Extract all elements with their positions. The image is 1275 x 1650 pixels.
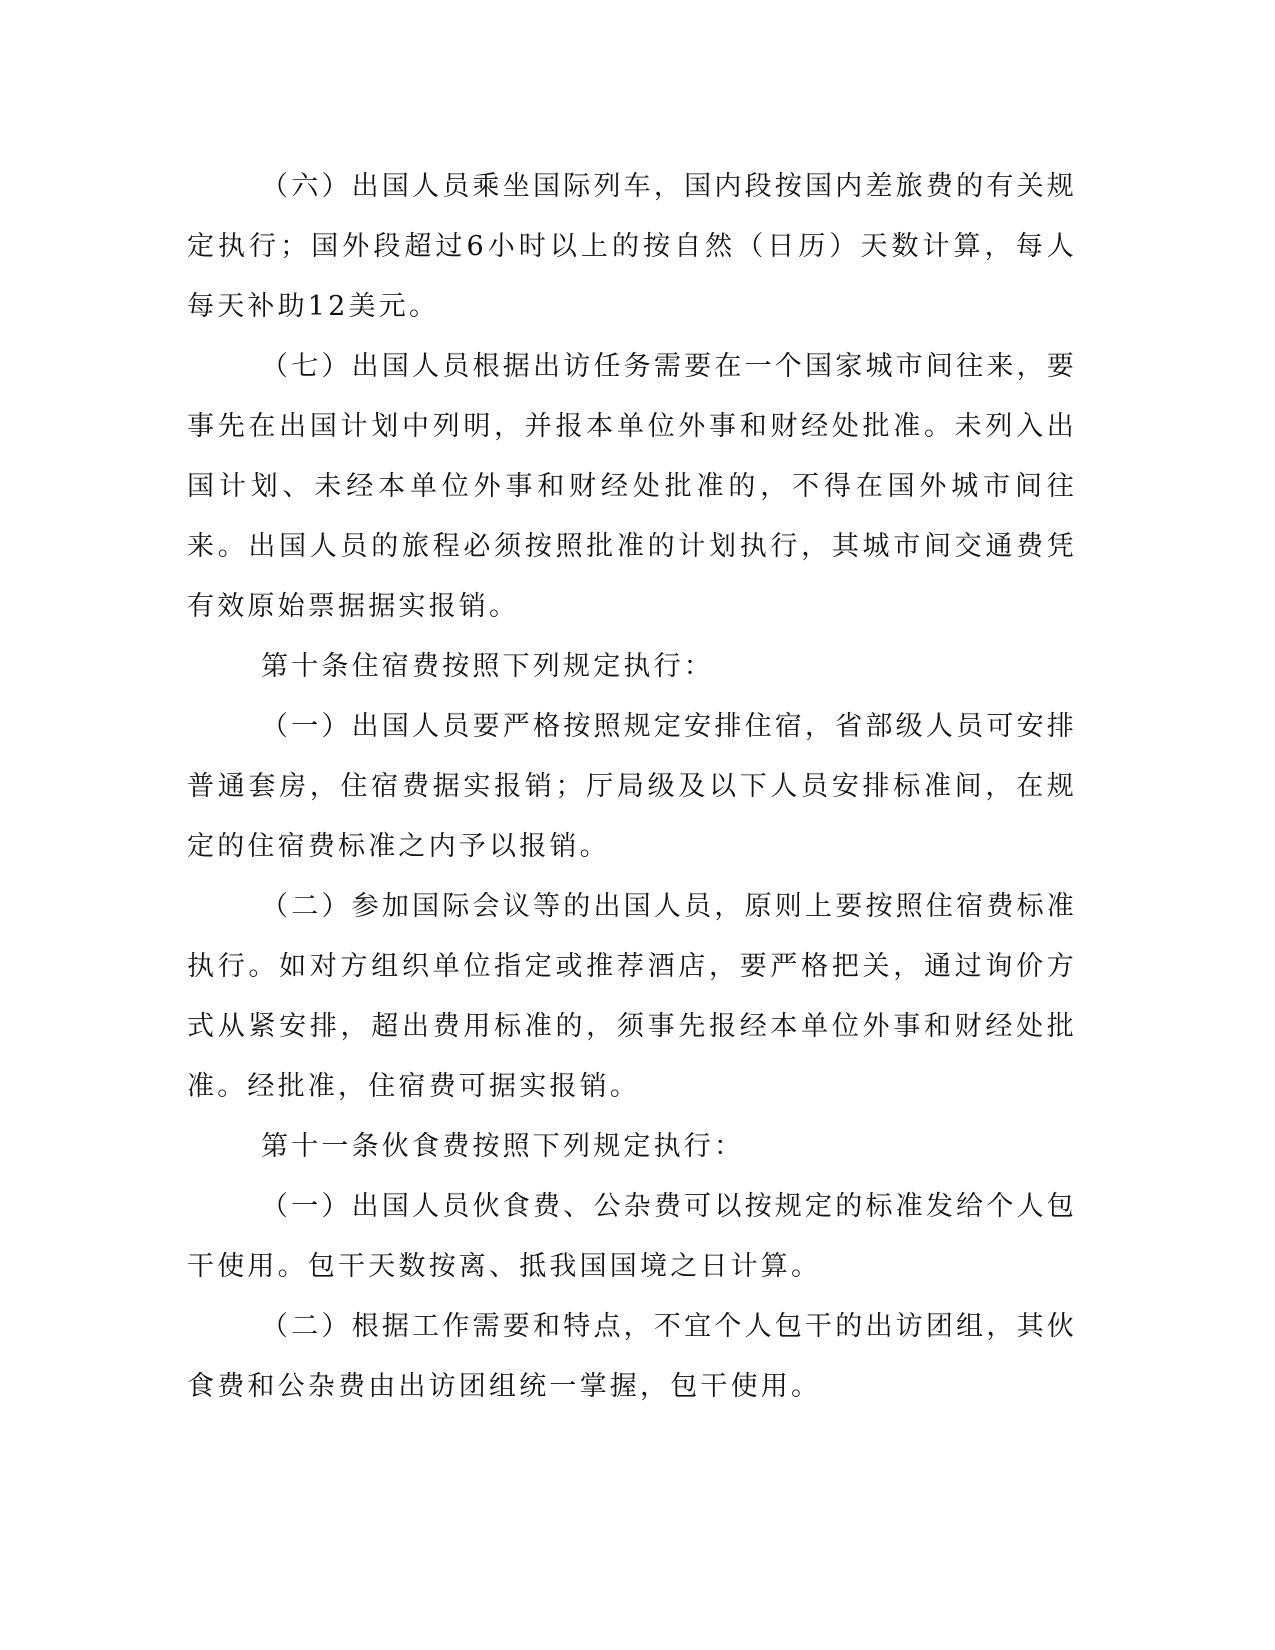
paragraph-item-7-intercity-travel: （七）出国人员根据出访任务需要在一个国家城市间往来，要事先在出国计划中列明，并报本单位外事和财经处批准。未列入出国计划、未经本单位外事和财经处批准的，不得在国外城市间往来。出国人员的旅程必须按照批准的计划执行，其城市间交通费凭有效原始票据据实报销。 — [187, 351, 1077, 622]
paragraph-meals-1: （一）出国人员伙食费、公杂费可以按规定的标准发给个人包干使用。包干天数按离、抵我国国境之日计算。 — [187, 1191, 1077, 1282]
article-10-heading: 第十条住宿费按照下列规定执行： — [261, 651, 714, 682]
paragraph-accommodation-1: （一）出国人员要严格按照规定安排住宿，省部级人员可安排普通套房，住宿费据实报销；厅局级及以下人员安排标准间，在规定的住宿费标准之内予以报销。 — [187, 711, 1077, 862]
article-11-heading: 第十一条伙食费按照下列规定执行： — [261, 1131, 745, 1162]
paragraph-item-6-intl-train: （六）出国人员乘坐国际列车，国内段按国内差旅费的有关规定执行；国外段超过6小时以上的按自然（日历）天数计算，每人每天补助12美元。 — [187, 171, 1077, 322]
document-body — [187, 157, 1077, 1417]
paragraph-meals-2: （二）根据工作需要和特点，不宜个人包干的出访团组，其伙食费和公杂费由出访团组统一掌握，包干使用。 — [187, 1311, 1077, 1402]
paragraph-accommodation-2: （二）参加国际会议等的出国人员，原则上要按照住宿费标准执行。如对方组织单位指定或推荐酒店，要严格把关，通过询价方式从紧安排，超出费用标准的，须事先报经本单位外事和财经处批准。经批准，住宿费可据实报销。 — [187, 891, 1077, 1102]
